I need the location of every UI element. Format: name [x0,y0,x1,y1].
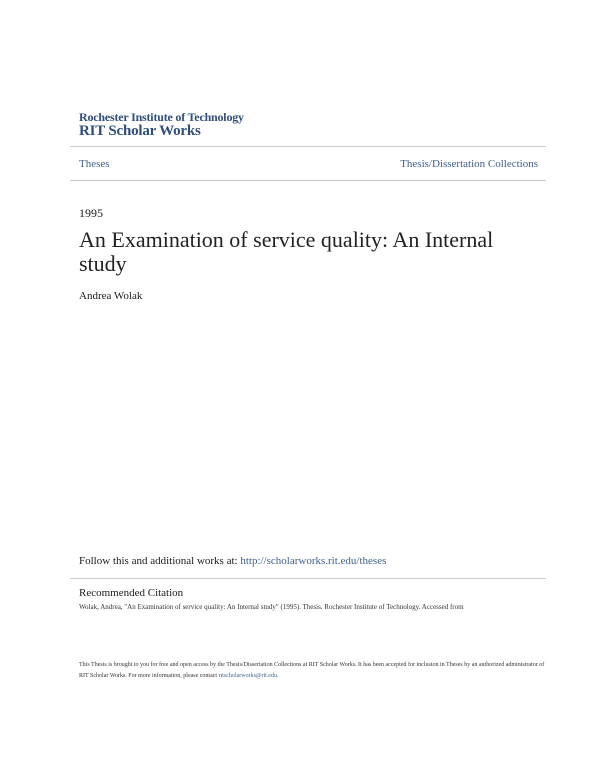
contact-email-link[interactable]: ritscholarworks@rit.edu [218,673,277,679]
document-title: An Examination of service quality: An Internal study [79,227,494,276]
citation-heading: Recommended Citation [79,587,184,599]
collections-link[interactable]: Thesis/Dissertation Collections [400,158,538,170]
follow-line [79,555,386,567]
follow-text: Follow this and additional works at: [79,555,241,567]
author-name: Andrea Wolak [79,290,143,302]
citation-divider [70,578,546,579]
notice-text: This Thesis is brought to you for free and open access by the Thesis/Dissertation Collections at RIT Scholar Works. It has been accepted for inclusion in Theses by an authorized administrator of RIT Scholar Works. For more information, please contact [79,662,545,679]
theses-link[interactable]: Theses [79,158,110,170]
repository-name: RIT Scholar Works [79,123,201,139]
follow-link[interactable]: http://scholarworks.rit.edu/theses [240,555,387,567]
notice-end: . [276,673,279,679]
nav-divider [70,180,546,181]
publication-year: 1995 [79,206,103,220]
top-divider [70,146,546,147]
institution-name: Rochester Institute of Technology [79,110,244,124]
citation-text: Wolak, Andrea, "An Examination of service quality: An Internal study" (1995). Thesis. Rochester Institute of Technology. Accessed from [79,603,464,611]
access-notice [79,660,549,682]
